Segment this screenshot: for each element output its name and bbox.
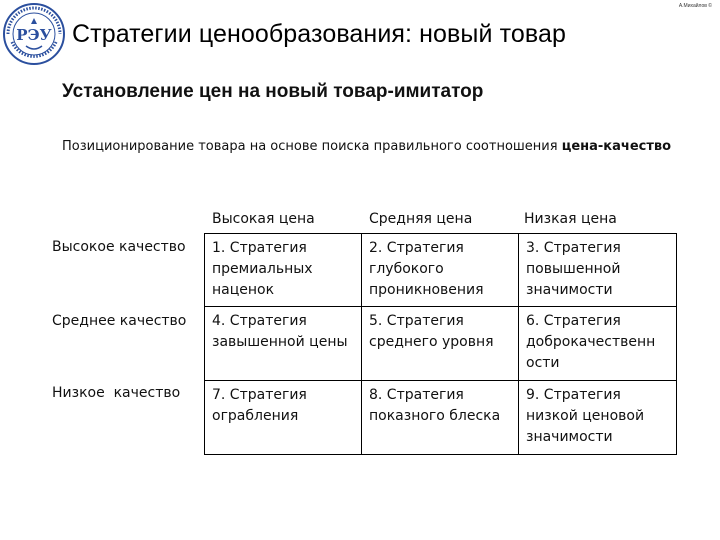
strategy-cell-2: 2. Стратегия глубокого проникновения: [362, 234, 519, 307]
table-row: [205, 307, 677, 381]
description-emphasis: цена-качество: [561, 139, 672, 154]
strategy-matrix: [204, 233, 677, 455]
row-label-medium-quality: Среднее качество: [52, 313, 187, 329]
column-header-high-price: Высокая цена: [212, 211, 315, 227]
strategy-cell-8: 8. Стратегия показного блеска: [362, 381, 519, 455]
strategy-cell-1: 1. Стратегия премиальных наценок: [205, 234, 362, 307]
strategy-cell-7: 7. Стратегия ограбления: [205, 381, 362, 455]
author-mark: А.Михайлов ©: [678, 3, 712, 9]
column-header-low-price: Низкая цена: [524, 211, 617, 227]
strategy-cell-4: 4. Стратегия завышенной цены: [205, 307, 362, 381]
strategy-cell-9: 9. Стратегия низкой ценовой значимости: [519, 381, 677, 455]
strategy-cell-6: 6. Стратегия доброкачественн ости: [519, 307, 677, 381]
strategy-cell-3: 3. Стратегия повышенной значимости: [519, 234, 677, 307]
table-row: [205, 381, 677, 455]
row-label-high-quality: Высокое качество: [52, 239, 186, 255]
svg-text:РЭУ: РЭУ: [16, 26, 52, 44]
page-title: Стратегии ценообразования: новый товар: [72, 20, 566, 48]
university-seal-icon: [2, 2, 66, 66]
description-paragraph: [62, 138, 688, 155]
description-text: Позиционирование товара на основе поиска правильного соотношения: [62, 139, 558, 154]
table-row: [205, 234, 677, 307]
section-subtitle: Установление цен на новый товар-имитатор: [62, 81, 484, 102]
row-label-low-quality: Низкое качество: [52, 385, 181, 401]
column-header-medium-price: Средняя цена: [369, 211, 473, 227]
strategy-cell-5: 5. Стратегия среднего уровня: [362, 307, 519, 381]
